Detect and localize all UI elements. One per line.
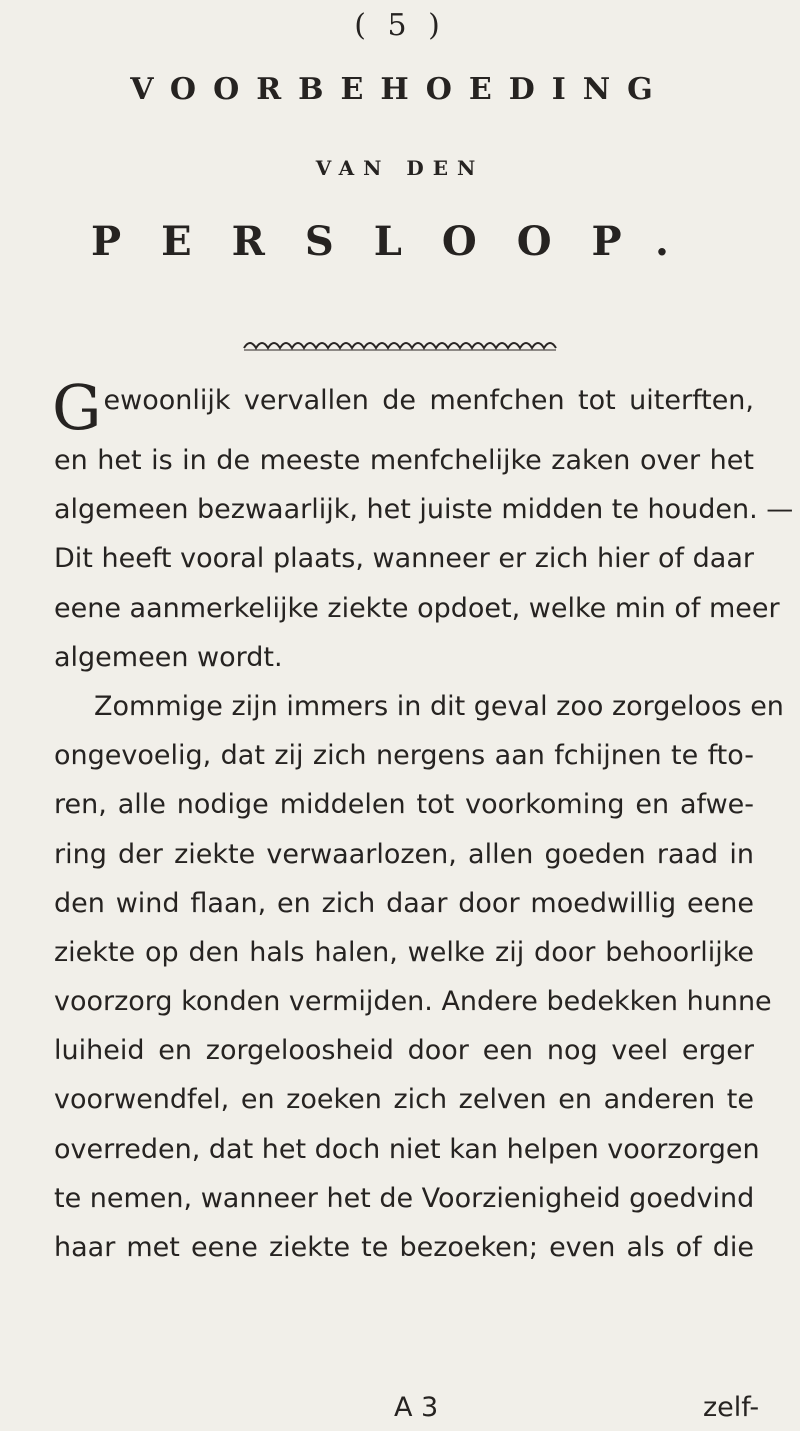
page-footer: [0, 1392, 800, 1428]
ornament-divider: [240, 336, 560, 354]
text-line: ziekte op den hals halen, welke zij door behoorlijke: [54, 936, 754, 968]
text-line: te nemen, wanneer het de Voorzienigheid goedvind: [54, 1182, 755, 1214]
text-line: ewoonlijk vervallen de menfchen tot uiterften,: [103, 385, 754, 416]
text-line: voorzorg konden vermijden. Andere bedekken hunne: [54, 986, 772, 1018]
signature-mark: A 3: [394, 1392, 439, 1423]
text-line: den wind flaan, en zich daar door moedwillig eene: [54, 887, 754, 919]
catchword: zelf-: [703, 1392, 760, 1423]
text-line: algemeen bezwaarlijk, het juiste midden te houden. —: [54, 494, 794, 526]
text-line: ren, alle nodige middelen tot voorkoming en afwe-: [54, 789, 754, 821]
heading-subtitle: VAN DEN: [315, 156, 485, 180]
heading-title: VOORBEHOEDING: [130, 72, 670, 107]
paragraph-1: [52, 371, 794, 682]
text-line: voorwendfel, en zoeken zich zelven en anderen te: [54, 1084, 754, 1116]
drop-cap: G: [52, 371, 102, 444]
text-line: overreden, dat het doch niet kan helpen voorzorgen: [54, 1133, 760, 1165]
text-line: Dit heeft vooral plaats, wanneer er zich hier of daar: [54, 543, 754, 575]
paragraph-2: [54, 682, 784, 1272]
text-line: haar met eene ziekte te bezoeken; even als of die: [54, 1232, 754, 1263]
text-line: algemeen wordt.: [54, 641, 283, 673]
text-line: eene aanmerkelijke ziekte opdoet, welke min of meer: [54, 592, 780, 624]
text-line: luiheid en zorgeloosheid door een nog veel erger: [54, 1035, 754, 1067]
text-line: ongevoelig, dat zij zich nergens aan fchijnen te fto-: [54, 740, 754, 772]
text-line: Zommige zijn immers in dit geval zoo zorgeloos en: [94, 690, 784, 722]
page-number: ( 5 ): [354, 8, 446, 43]
text-line: en het is in de meeste menfchelijke zaken over het: [54, 445, 754, 476]
heading-topic: PERSLOOP.: [91, 218, 709, 265]
body-text: [52, 371, 794, 1272]
text-line: ring der ziekte verwaarlozen, allen goeden raad in: [54, 838, 754, 870]
